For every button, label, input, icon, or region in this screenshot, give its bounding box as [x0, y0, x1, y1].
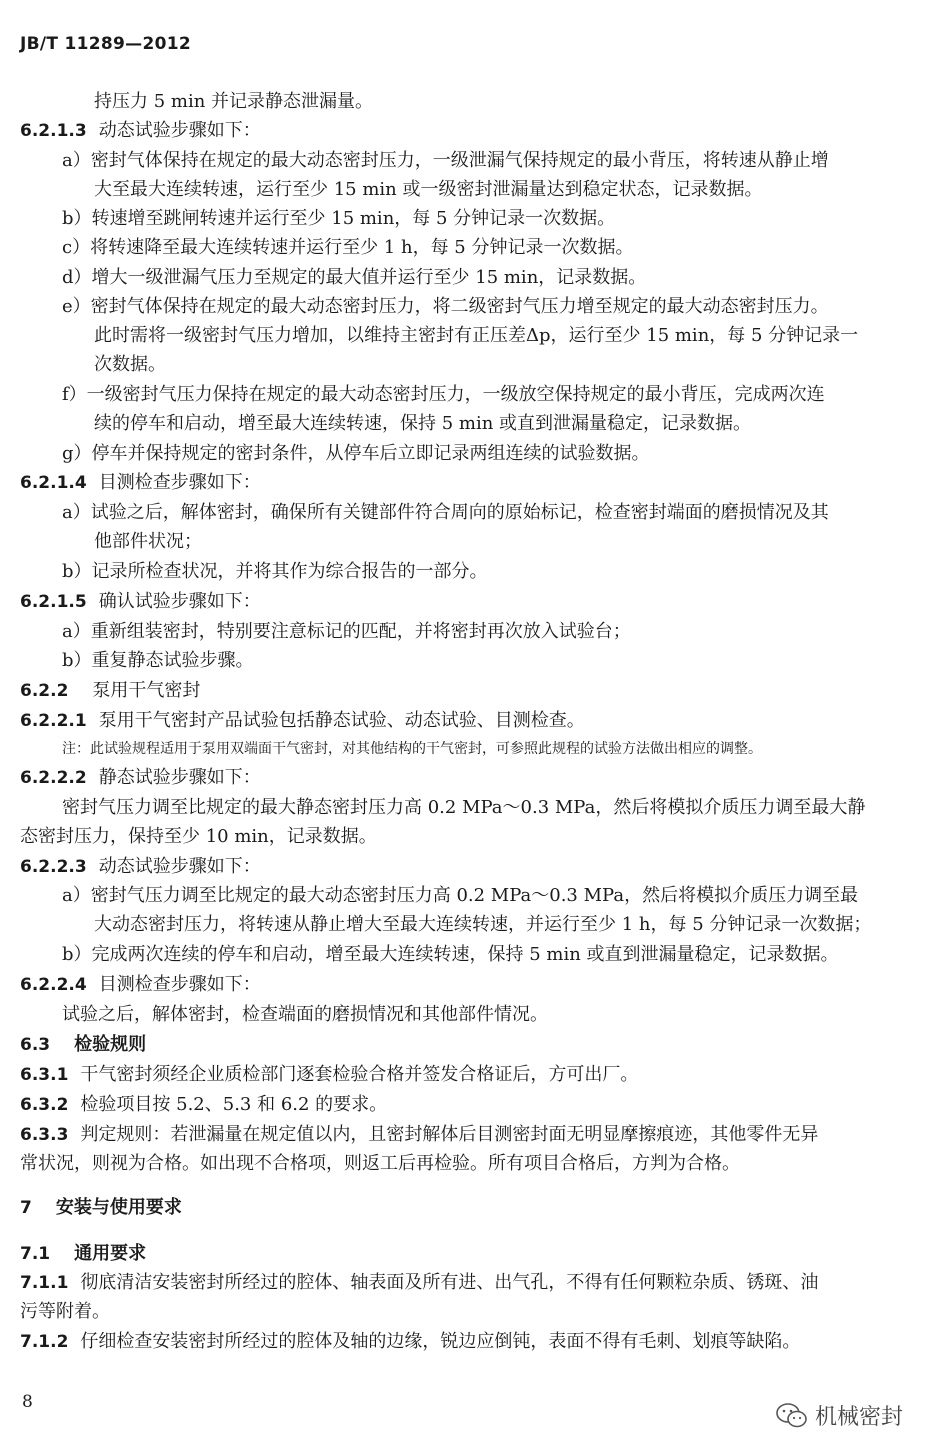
text-line: 常状况，则视为合格。如出现不合格项，则返工后再检验。所有项目合格后，方判为合格。: [20, 1153, 740, 1174]
note-text: 注：此试验规程适用于泵用双端面干气密封，对其他结构的干气密封，可参照此规程的试验方法做出相应的调整。: [62, 741, 762, 757]
list-item: f）一级密封气压力保持在规定的最大动态密封压力，一级放空保持规定的最小背压，完成两次连: [62, 384, 825, 405]
list-item: c）将转速降至最大连续转速并运行至少 1 h，每 5 分钟记录一次数据。: [62, 237, 634, 258]
text-line: 密封气压力调至比规定的最大静态密封压力高 0.2 MPa～0.3 MPa，然后将模拟介质压力调至最大静: [62, 797, 866, 818]
section-heading: 6.3.3 判定规则：若泄漏量在规定值以内，且密封解体后目测密封面无明显摩擦痕迹，其他零件无异: [20, 1124, 819, 1145]
chapter-heading: 7 安装与使用要求: [20, 1197, 182, 1218]
list-item: b）记录所检查状况，并将其作为综合报告的一部分。: [62, 561, 488, 582]
text-line: 他部件状况；: [94, 531, 202, 552]
text-line: 试验之后，解体密封，检查端面的磨损情况和其他部件情况。: [62, 1004, 548, 1025]
list-item: a）重新组装密封，特别要注意标记的匹配，并将密封再次放入试验台；: [62, 621, 631, 642]
section-heading: 6.2.1.5 确认试验步骤如下：: [20, 591, 261, 612]
text-line: 大至最大连续转速，运行至少 15 min 或一级密封泄漏量达到稳定状态，记录数据。: [94, 179, 763, 200]
text-line: 续的停车和启动，增至最大连续转速，保持 5 min 或直到泄漏量稳定，记录数据。: [94, 413, 752, 434]
section-heading: 6.2.2 泵用干气密封: [20, 680, 201, 701]
section-heading: 7.1 通用要求: [20, 1243, 147, 1264]
list-item: e）密封气体保持在规定的最大动态密封压力，将二级密封气压力增至规定的最大动态密封压力。: [62, 296, 829, 317]
list-item: b）重复静态试验步骤。: [62, 650, 254, 671]
wechat-icon: [775, 1402, 809, 1430]
document-header: JB/T 11289—2012: [20, 34, 191, 54]
list-item: a）密封气体保持在规定的最大动态密封压力，一级泄漏气保持规定的最小背压，将转速从静止增: [62, 150, 829, 171]
text-line: 次数据。: [94, 354, 166, 375]
list-item: b）转速增至跳闸转速并运行至少 15 min，每 5 分钟记录一次数据。: [62, 208, 616, 229]
page-number: 8: [22, 1392, 33, 1412]
section-heading: 6.2.1.4 目测检查步骤如下：: [20, 472, 261, 493]
section-heading: 6.2.1.3 动态试验步骤如下：: [20, 120, 261, 141]
watermark: [775, 1400, 903, 1431]
text-line: 态密封压力，保持至少 10 min，记录数据。: [20, 826, 377, 847]
text-line: 此时需将一级密封气压力增加，以维持主密封有正压差Δp，运行至少 15 min，每 5 分钟记录一: [94, 325, 859, 346]
section-heading: 7.1.1 彻底清洁安装密封所经过的腔体、轴表面及所有进、出气孔，不得有任何颗粒杂质、锈斑、油: [20, 1272, 819, 1293]
section-heading: 6.2.2.1 泵用干气密封产品试验包括静态试验、动态试验、目测检查。: [20, 710, 585, 731]
list-item: a）密封气压力调至比规定的最大动态密封压力高 0.2 MPa～0.3 MPa，然后将模拟介质压力调至最: [62, 885, 859, 906]
list-item: a）试验之后，解体密封，确保所有关键部件符合周向的原始标记，检查密封端面的磨损情况及其: [62, 502, 829, 523]
list-item: b）完成两次连续的停车和启动，增至最大连续转速，保持 5 min 或直到泄漏量稳定，记录数据。: [62, 944, 839, 965]
text-line: 大动态密封压力，将转速从静止增大至最大连续转速，并运行至少 1 h，每 5 分钟记录一次数据；: [94, 914, 872, 935]
text-line: 持压力 5 min 并记录静态泄漏量。: [94, 91, 374, 112]
section-heading: 6.3 检验规则: [20, 1034, 147, 1055]
list-item: d）增大一级泄漏气压力至规定的最大值并运行至少 15 min，记录数据。: [62, 267, 647, 288]
section-heading: 6.2.2.4 目测检查步骤如下：: [20, 974, 261, 995]
section-heading: 6.2.2.2 静态试验步骤如下：: [20, 767, 261, 788]
section-heading: 7.1.2 仔细检查安装密封所经过的腔体及轴的边缘，锐边应倒钝，表面不得有毛刺、划痕等缺陷。: [20, 1331, 801, 1352]
section-heading: 6.2.2.3 动态试验步骤如下：: [20, 856, 261, 877]
watermark-text: 机械密封: [815, 1405, 904, 1430]
section-heading: 6.3.1 干气密封须经企业质检部门逐套检验合格并签发合格证后，方可出厂。: [20, 1064, 639, 1085]
list-item: g）停车并保持规定的密封条件，从停车后立即记录两组连续的试验数据。: [62, 443, 650, 464]
text-line: 污等附着。: [20, 1301, 110, 1322]
section-heading: 6.3.2 检验项目按 5.2、5.3 和 6.2 的要求。: [20, 1094, 388, 1115]
